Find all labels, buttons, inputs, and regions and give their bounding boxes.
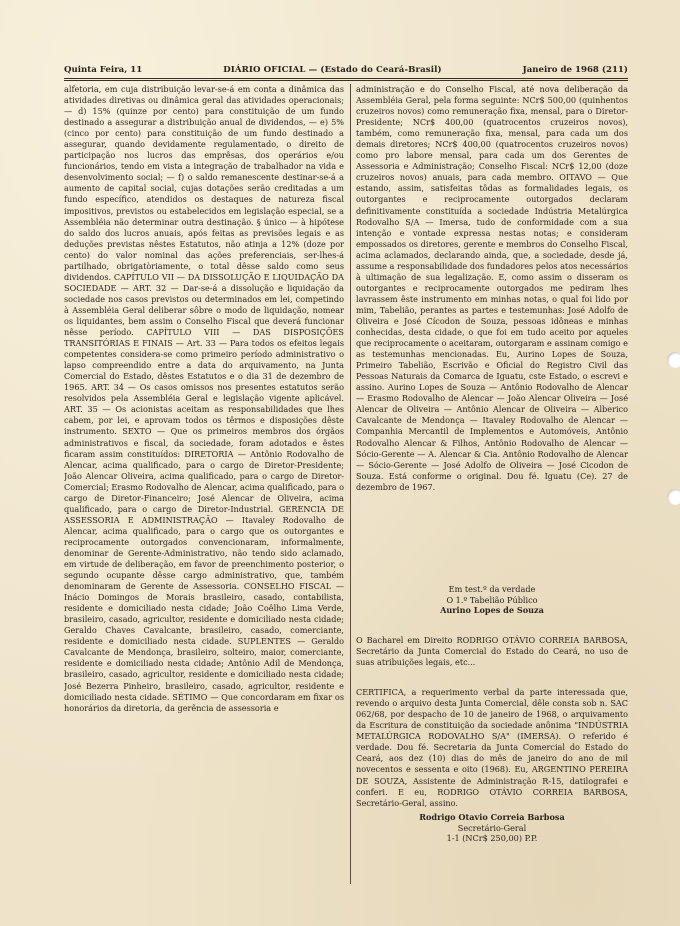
notary-signature-block <box>356 584 628 616</box>
left-column <box>64 84 344 884</box>
certificate-intro <box>356 627 628 676</box>
header-publication-title: DIÁRIO OFICIAL — (Estado do Ceará-Brasil) <box>223 65 442 75</box>
publication-fee: 1-1 (NCr$ 250,00) P.P. <box>446 833 538 844</box>
header-date-day: Quinta Feira, 11 <box>64 65 143 75</box>
certificate-body-text: CERTIFICA, a requerimento verbal da parte interessada que, revendo o arquivo desta Junta Comercial, dêle consta sob n. SAC 062/68, por despacho de 10 de janeiro de 1968, o arquivamento da Escritura de constituição da sociedade anônima "INDÚSTRIA METALÚRGICA RODOVALHO S/A" (IMERSA). O referido é verdade. Dou fé. Secretaria da Junta Comercial do Estado do Ceará, aos dez (10) dias do mês de janeiro do ano de mil novecentos e sessenta e oito (1968). Eu, ARGENTINO PEREIRA DE SOUZA, Assistente de Administração R-15, datilografei e conferi. E eu, RODRIGO OTÁVIO CORREIA BARBOSA, Secretário-Geral, assino. <box>356 687 628 808</box>
header-date-page: Janeiro de 1968 (211) <box>522 65 628 75</box>
secretary-title: Secretário-Geral <box>457 822 527 833</box>
header-rule-top <box>64 78 628 79</box>
right-column-text: administração e do Conselho Fiscal, até nova deliberação da Assembléia Geral, pela forma seguinte: NCr$ 500,00 (quinhentos cruzeiros novos) como remuneração fixa, mensal, para o Diretor-Presidente; NCr$ 400,00 (quatrocentos cruzeiros novos), também, como remuneração fixa, mensal, para cada um dos demais diretores; NCr$ 400,00 (quatrocentos cruzeiros novos) como pro labore mensal, para cada um dos Gerentes de Assessoria e Administração; Conselho Fiscal: NCr$ 12,00 (doze cruzeiros novos) anuais, para cada membro. OITAVO — Que estando, assim, satisfeitas tôdas as formalidades legais, os outorgantes e reciprocamente outorgados declaram definitivamente constituída a sociedade Indústria Metalúrgica Rodovalho S/A — Imersa, tudo de conformidade com a sua intenção e vontade expressa nestas notas; e consideram empossados os diretores, gerente e membros do Conselho Fiscal, acima aclamados, declarando ainda, que, a sociedade, desde já, assume a responsabilidade dos fundadores pelos atos necessários à ultimação de sua legalização. E, como assim o disseram os outorgantes e reciprocamente outorgados me pediram lhes lavrassem êste instrumento em minhas notas, o qual foi lido por mim, Tabelião, perantes as partes e testemunhas: José Adolfo de Oliveira e José Cícodon de Souza, pessoas idôneas e minhas conhecidas, desta cidade, o que foi em tudo aceito por aqueles que reciprocamente o aceitaram, outorgaram e assinam comigo e as testemunhas mencionadas. Eu, Aurino Lopes de Souza, Primeiro Tabelião, Escrivão e Oficial do Registro Civil das Pessoas Naturais da Comarca de Iguatu, cste Estado, o escrevi e assino. Aurino Lopes de Souza — Antônio Rodovalho de Alencar — Erasmo Rodovalho de Alencar — João Alencar Oliveira — José Alencar de Oliveira — Antônio Alencar de Oliveira — Alberico Cavalcante de Mendonça — Itavaley Rodovalho de Alencar — Companhia Mercantil de Implementos e Automóveis, Antônio Rodovalho Alencar & Filhos, Antônio Rodovalho de Alencar — Sócio-Gerente — A. Alencar & Cia. Antônio Rodovalho de Alencar — Sócio-Gerente — José Adolfo de Oliveira — José Cicodon de Souza. Está conforme o original. Dou fé. Iguatu (Ce). 27 de dezembro de 1967. <box>356 84 628 492</box>
column-divider <box>350 84 351 884</box>
secretary-signature-block <box>356 812 628 844</box>
secretary-name: Rodrigo Otavio Correia Barbosa <box>419 812 565 822</box>
signature-attestation: Em test.º da verdade <box>448 584 536 594</box>
header-rule-bottom <box>64 80 628 81</box>
certificate-intro-text: O Bacharel em Direito RODRIGO OTÁVIO CORREIA BARBOSA, Secretário da Junta Comercial do Estado do Ceará, no uso de suas atribuições legais, etc... <box>356 635 628 668</box>
page-header <box>64 63 628 77</box>
punch-hole-upper <box>667 352 680 368</box>
signature-name: Aurino Lopes de Souza <box>440 605 544 616</box>
left-column-text: alfetoria, em cuja distribuição levar-se-á em conta a dinâmica das atividades diretivas ou dinâmica geral das atividades operacionais; — d) 15% (quinze por cento) para constituição de um fundo destinado a assegurar a distribuição anual de dividendos, — e) 5% (cinco por cento) para constituição de um fundo destinado a assegurar, quando devidamente regulamentado, o direito de participação nos lucros das emprêsas, dos operários e/ou funcionários, tendo em vista a integração de trabalhador na vida e desenvolvimento social; — f) o saldo remanescente destinar-se-á a aumento de capital social, cujas dotações serão creditadas a um fundo específico, atendidos os destaques de natureza fiscal impositivos, previstos ou estabelecidos em legislação especial, se a Assembléia não determinar outra destinação. § único — à hipótese do saldo dos lucros anuais, após feitas as previsões legais e as deduções previstas nêstes Estatutos, não atinja a 12% (doze por cento) do valor nominal das ações preferenciais, ser-lhes-á partilhado, obrigatòriamente, o total dêsse saldo como seus dividendos. CAPÍTULO VII — DA DISSOLUÇÃO E LIQUIDAÇÃO DA SOCIEDADE — ART. 32 — Dar-se-á a dissolução e liquidação da sociedade nos casos previstos ou determinados em lei, competindo à Assembléia Geral deliberar sôbre o modo de liquidação, nomear os liquidantes, bem assim o Conselho Fiscal que deverá funcionar nêsse período. CAPÍTULO VIII — DAS DISPOSIÇÕES TRANSITÓRIAS E FINAIS — Art. 33 — Para todos os efeitos legais competentes considera-se como primeiro período administrativo o lapso compreendido entre a data do arquivamento, na Junta Comercial do Estado, dêstes Estatutos e o dia 31 de dezembro de 1965. ART. 34 — Os casos omissos nos presentes estatutos serão resolvidos pela Assembléia Geral e legislação vigente aplicável. ART. 35 — Os acionistas aceitam as responsabilidades que lhes cabem, por lei, e aprovam todos os têrmos e disposições dêste instrumento. SEXTO — Que os primeiros membros dos órgãos administrativos e fiscal, da sociedade, foram adotados e êstes ficaram assim constituídos: DIRETORIA — Antônio Rodovalho de Alencar, acima qualificado, para o cargo de Diretor-Presidente; João Alencar Oliveira, acima qualificado, para o cargo de Diretor-Comercial; Erasmo Rodovalho de Alencar, acima qualificado, para o cargo de Diretor-Financeiro; José Alencar de Oliveira, acima qualificado, para o cargo de Diretor-Industrial. GERENCIA DE ASSESSORIA E ADMINISTRAÇÃO — Itavaley Rodovalho de Alencar, acima qualificado, para o cargo que os outorgantes e reciprocamente outorgados convencionaram, informalmente, denominar de Gerente-Administrativo, não tendo sido aclamado, em virtude de deliberação, em favor de preenchimento posterior, o segundo ocupante dêsse cargo administrativo, que, também denominaram de Gerente de Assessoria. CONSELHO FISCAL — Inácio Domingos de Morais brasileiro, casado, contabilista, residente e domiciliado nesta cidade; João Coêlho Lima Verde, brasileiro, casado, agricultor, residente e domiciliado nesta cidade; Geraldo Chaves Cavalcante, brasileiro, casado, comerciante, residente e domiciliado nesta cidade. SUPLENTES — Geraldo Cavalcante de Mendonça, brasileiro, solteiro, maior, comerciante, residente e domiciliado nesta cidade; Antônio Adil de Mendonça, brasileiro, casado, agricultor, residente e domiciliado nesta cidade; José Bezerra Pinheiro, brasileiro, casado, agricultor, residente e domiciliado nesta cidade. SÉTIMO — Que concordaram em fixar os honorários da diretoria, da gerência de assessoria e <box>64 84 344 713</box>
certificate-body <box>356 679 628 817</box>
punch-hole-lower <box>667 489 680 505</box>
signature-title: O 1.º Tabelião Público <box>446 594 538 605</box>
